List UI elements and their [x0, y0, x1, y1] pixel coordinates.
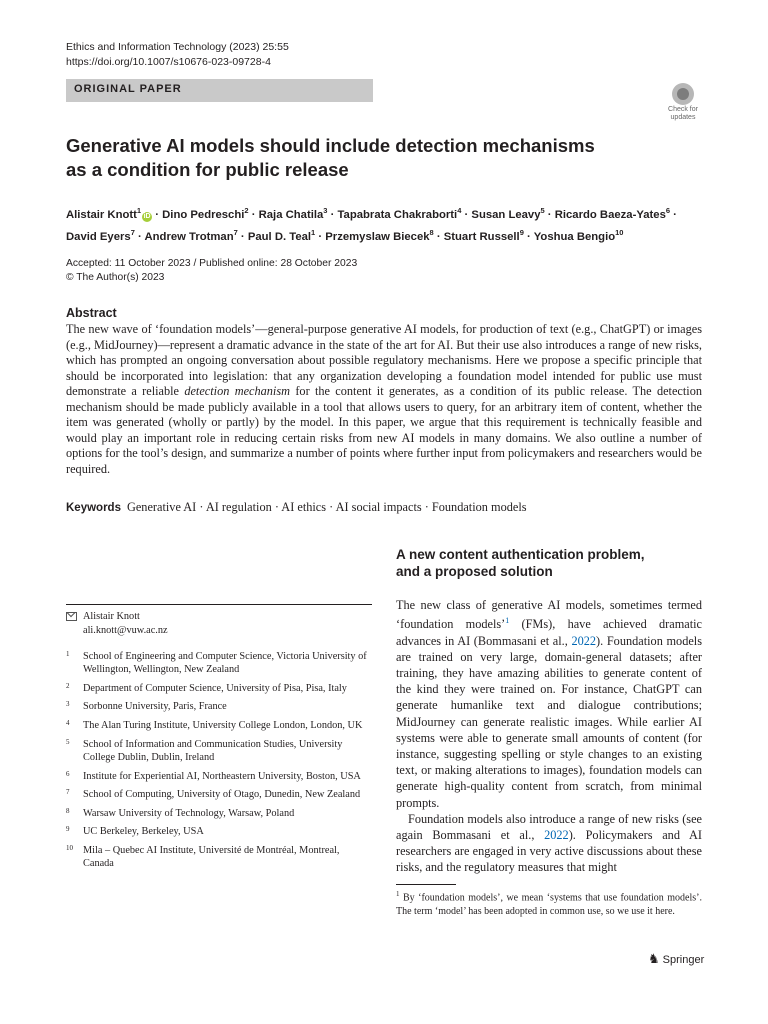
affiliation-text: School of Computing, University of Otago, Dunedin, New Zealand — [83, 789, 361, 801]
affiliation-text: Sorbonne University, Paris, France — [83, 701, 227, 713]
author-name[interactable]: Yoshua Bengio — [533, 230, 616, 243]
correspondence-name: Alistair Knott — [83, 611, 140, 622]
affiliation-number: 6 — [66, 769, 70, 778]
affiliation-list — [66, 650, 372, 876]
affiliation-text: Institute for Experiential AI, Northeastern University, Boston, USA — [83, 770, 361, 782]
abstract-emphasis: detection mechanism — [184, 384, 291, 398]
footnote-text: By ‘foundation models’, we mean ‘systems that use foundation models’. The term ‘model’ has been adopted in common use, so we use it here. — [396, 892, 702, 917]
author-name[interactable]: Stuart Russell — [443, 230, 520, 243]
author-separator: · — [670, 208, 677, 221]
affiliation-number: 1 — [66, 650, 70, 658]
author-separator: · — [152, 208, 163, 221]
author-name[interactable]: Andrew Trotman — [144, 230, 234, 243]
affiliation-item — [66, 738, 372, 765]
section-heading: A new content authentication problem, and a proposed solution — [396, 547, 645, 579]
affiliation-item — [66, 682, 372, 695]
abstract-text: The new wave of ‘foundation models’—general-purpose generative AI models, for production of text (e.g., ChatGPT) or images (e.g., MidJourney)—represent a dramatic advance in the state of the art for AI. But their use also introduces a range of new risks, which has prompted an ongoing conversation about possible regulatory mechanisms. Here we propose a specific principle that should be incorporated into legislation: that any organization developing a foundation model intended for public use must demonstrate a reliable detection mechanism for the content it generates, as a condition of its public release. The detection mechanism should be made publicly available in a tool that allows users to query, for an arbitrary item of content, whether the item was generated (wholly or partly) by the model. In this paper, we argue that this requirement is technically feasible and would play an important role in reducing certain risks from new AI models in many domains. We also outline a number of options for the tool’s design, and summarize a number of points where further input from policymakers and researchers would be required. — [66, 322, 703, 476]
affiliation-item — [66, 788, 372, 801]
keywords-label: Keywords — [66, 502, 121, 514]
author-affiliation-ref: 1 — [311, 227, 316, 237]
footnote — [396, 888, 702, 918]
affiliation-text: The Alan Turing Institute, University College London, London, UK — [83, 720, 363, 732]
author-affiliation-ref: 6 — [665, 206, 671, 215]
keywords — [66, 500, 706, 515]
author-name[interactable]: Dino Pedreschi — [162, 208, 245, 221]
affiliation-number: 3 — [66, 700, 70, 709]
affiliation-number: 10 — [66, 843, 73, 852]
author-affiliation-ref: 9 — [519, 227, 524, 237]
author-separator: · — [433, 230, 444, 243]
author-name[interactable]: Tapabrata Chakraborti — [337, 208, 458, 221]
affiliation-item — [66, 807, 372, 820]
affiliation-item — [66, 844, 372, 871]
citation-link[interactable]: 2022 — [571, 633, 597, 648]
footnote-ref[interactable]: 1 — [505, 616, 510, 626]
footnote-divider — [396, 884, 456, 885]
affiliation-text: UC Berkeley, Berkeley, USA — [83, 826, 204, 838]
author-name[interactable]: Susan Leavy — [471, 208, 541, 221]
doi-link[interactable]: https://doi.org/10.1007/s10676-023-09728-4 — [66, 56, 271, 68]
paper-type-label: ORIGINAL PAPER — [74, 83, 182, 95]
affiliation-text: Department of Computer Science, University of Pisa, Pisa, Italy — [83, 682, 347, 694]
paper-title: Generative AI models should include detection mechanisms as a condition for public release — [66, 135, 595, 180]
affiliation-item — [66, 650, 372, 677]
affiliation-item — [66, 719, 372, 732]
paper-type-banner — [66, 79, 373, 102]
affiliation-item — [66, 700, 372, 713]
citation-link[interactable]: 2022 — [544, 827, 569, 842]
affiliation-item — [66, 770, 372, 783]
author-separator: · — [134, 230, 145, 243]
publication-dates — [66, 257, 357, 285]
author-name[interactable]: David Eyers — [66, 230, 131, 243]
copyright-line: © The Author(s) 2023 — [66, 272, 165, 283]
section-body — [396, 597, 702, 876]
springer-horse-icon: ♞ — [648, 951, 660, 966]
author-separator: · — [237, 230, 248, 243]
affiliation-number: 2 — [66, 681, 70, 690]
journal-citation: Ethics and Information Technology (2023) 25:55 — [66, 41, 289, 53]
orcid-icon[interactable]: iD — [143, 212, 151, 220]
affiliation-text: Warsaw University of Technology, Warsaw, Poland — [83, 807, 295, 819]
author-affiliation-ref: 4 — [457, 206, 462, 215]
paragraph: Foundation models also introduce a range of new risks (see again Bommasani et al., 2022). Policymakers and AI researchers are engaged in very active discussions about these risks, and the regulatory measures that might — [396, 811, 702, 875]
publisher-name: Springer — [662, 954, 705, 966]
author-affiliation-ref: 3 — [323, 206, 328, 215]
affiliation-item — [66, 825, 372, 838]
author-separator: · — [315, 230, 326, 243]
affiliation-text: School of Engineering and Computer Science, Victoria University of Wellington, Wellington, New Zealand — [83, 651, 367, 676]
affiliations-divider — [66, 604, 372, 605]
affiliation-text: Mila – Quebec AI Institute, Université de Montréal, Montreal, Canada — [83, 844, 340, 870]
abstract-heading: Abstract — [66, 306, 117, 320]
author-separator: · — [523, 230, 534, 243]
affiliation-number: 9 — [66, 825, 70, 834]
affiliation-number: 4 — [66, 719, 70, 728]
author-separator: · — [544, 208, 555, 221]
correspondence — [66, 610, 372, 638]
envelope-icon — [66, 612, 77, 621]
publisher-logo — [648, 951, 704, 967]
author-separator: · — [461, 208, 472, 221]
check-for-updates-badge[interactable]: Check for updates — [664, 83, 702, 125]
author-affiliation-ref: 5 — [540, 206, 545, 215]
author-affiliation-ref: 10 — [615, 227, 624, 237]
author-separator: · — [327, 208, 338, 221]
affiliation-text: School of Information and Communication Studies, University College Dublin, Dublin, Ireland — [83, 738, 343, 763]
author-name[interactable]: Paul D. Teal — [247, 230, 312, 243]
author-affiliation-ref: 1 — [136, 206, 142, 215]
author-affiliation-ref: 7 — [130, 227, 135, 237]
author-name[interactable]: Przemyslaw Biecek — [325, 230, 430, 243]
accepted-published-dates: Accepted: 11 October 2023 / Published online: 28 October 2023 — [66, 258, 358, 269]
affiliation-number: 8 — [66, 806, 70, 815]
author-affiliation-ref: 2 — [244, 206, 249, 215]
correspondence-email[interactable]: ali.knott@vuw.ac.nz — [83, 625, 168, 636]
journal-header — [66, 40, 289, 70]
crossmark-icon — [672, 83, 694, 105]
author-affiliation-ref: 7 — [233, 227, 238, 237]
author-name[interactable]: Ricardo Baeza-Yates — [554, 208, 666, 221]
paragraph: The new class of generative AI models, sometimes termed ‘foundation models’$^1$ (FMs), have achieved dramatic advances in AI (Bommasani et al., 2022). Foundation models are trained on very large, domain-general datasets; after training, they have amazing abilities to generate content of the kind they were trained on. For instance, ChatGPT can generate humanlike text and dialogue contributions; MidJourney can generate realistic images. While earlier AI systems were able to generate small amounts of content (for instance, suggesting spelling or style changes to an existing text, or making alterations to images), foundation models can generate high-quality content from scratch, from minimal prompts. — [396, 598, 703, 810]
affiliation-number: 7 — [66, 788, 70, 797]
author-affiliation-ref: 8 — [429, 227, 434, 237]
footnote-number: 1 — [396, 890, 400, 898]
author-name[interactable]: Raja Chatila — [258, 208, 324, 221]
affiliation-number: 5 — [66, 737, 70, 746]
author-name[interactable]: Alistair Knott — [66, 208, 137, 221]
keywords-text: Generative AI · AI regulation · AI ethics · AI social impacts · Foundation models — [126, 500, 527, 514]
author-separator: · — [248, 208, 259, 221]
author-list — [66, 202, 706, 246]
